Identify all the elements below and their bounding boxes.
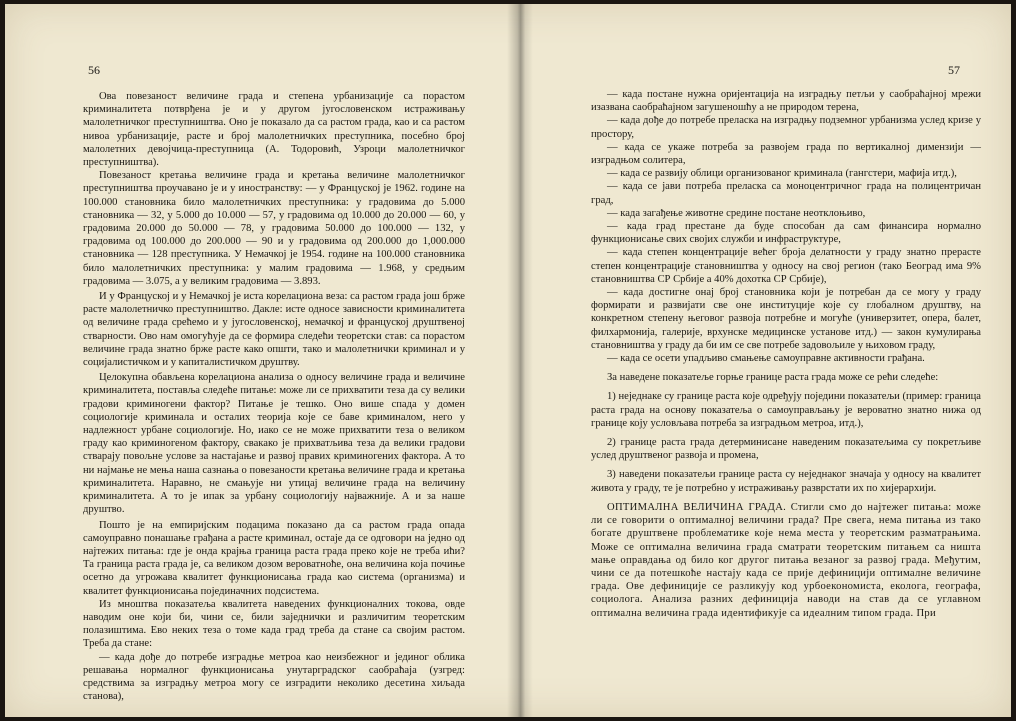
paragraph: — када дође до потребе преласка на изградњу подземног урбанизма услед кризе у простору, [591,115,981,140]
list-item: 2) границе раста града детерминисане наведеним показатељима су покретљиве услед друштвеног развоја и промена, [591,437,981,462]
paragraph: Пошто је на емпиријским подацима показано да са растом града опада самоуправно понашање грађана а расте криминал, остаје да се одговори на једно од најтежих питања: где је онда крајња граница раста града преко које не треба ићи? Та граница раста града је, са великом дозом вероватноће, она величина која почиње осетно да угрожава квалитет функционисања града као система (организма) и квалитет функционисања појединачних подсистема. [83,519,465,597]
paragraph: Из мноштва показатеља квалитета наведених функционалних токова, овде наводим оне који би, чини се, били заједнички и различитим теоретским полазиштима. Ево неких теза о томе када град треба да стане са својим растом. Треба да стане: [83,598,465,650]
paragraph: Ова повезаност величине града и степена урбанизације са порастом криминалитета потврђена је и у другом југословенском истраживању малолетничког преступништва. Оно је показало да са растом града, као и са растом нивоа урбанизације, расте и број малолетничких преступника, посебно број малолетних девојчица-преступница (А. Тодоровић, Узроци малолетничког преступништва). [83,91,465,169]
page-number: 56 [88,63,100,77]
paragraph: — када се укаже потреба за развојем града по вертикалној димензији — изградњом солитера, [591,141,981,167]
paragraph: — када се развију облици организованог криминала (гангстери, мафија итд.), [607,168,957,180]
paragraph: И у Француској и у Немачкој је иста корелациона веза: са растом града још брже расте малолетничко преступништво. Дакле: исте односе зависности криминалитета од величине града срећемо и у југословенској, немачкој и француској друштвеној стварности. Ово нам омогућује да се формира следећи теоретски став: са порастом величине града знатно брже расте како општи, тако и малолетнички криминал и у социјалистичком и у капиталистичком друштву. [83,291,465,369]
page-body [83,90,465,703]
left-page [5,4,513,717]
paragraph: — када се јави потреба преласка са моноцентричног града на полицентричан град, [591,181,981,206]
page-body [591,88,981,620]
paragraph: За наведене показатеље горње границе раста града може се рећи следеће: [607,372,939,384]
paragraph: — када постане нужна оријентација на изградњу петљи у саобраћајној мрежи изазвана саобраћајном загушеношћу а не природом терена, [591,89,981,114]
paragraph: Повезаност кретања величине града и кретања величине малолетничког преступништва проучавано је и у иностранству: — у Француској је 1962. године на 100.000 становника било малолетничких преступника: у градовима до 5.000 становника — 32, у 5.000 до 10.000 — 57, у градовима од 10.000 до 20.000 — 60, у градовима 20.000 до 50.000 — 78, у градовима 50.000 до 100.000 — 132, у градовима од 100.000 до 200.000 — 90 и у градовима од 200.000 до 1,000.000 становника — 128 преступника. У Немачкој је 1954. године на 100.000 становника било малолетничких преступника: у малим градовима — 1.968, у средњим градовима — 3.075, а у великим градовима — 3.893. [83,170,465,287]
paragraph: — када град престане да буде способан да сам финансира нормално функционисање свих својих служби и инфраструктуре, [591,221,981,246]
paragraph: — када се осети упадљиво смањење самоуправне активности грађана. [607,353,925,365]
list-item: 1) неједнаке су границе раста које одређују поједини показатељи (пример: граница раста града на основу показатеља о самоуправљању је вероватно знатно нижа од границе коју условљава потреба за изградњом метроа, итд.), [591,391,981,429]
paragraph: — када достигне онај број становника који је потребан да се могу у граду формирати и развијати све оне институције које су глобалном друштву, на конкретном степену његовог развоја потребне и могуће (универзитет, опера, балет, филхармонија, галерије, врхунске медицинске установе итд.) — закон кумулирања становништва у граду да би им се све потребе задовољиле у њиховом граду, [591,287,981,351]
page-number: 57 [948,63,960,77]
right-page [521,4,1011,717]
section-paragraph: ОПТИМАЛНА ВЕЛИЧИНА ГРАДА. Стигли смо до најтежег питања: може ли се говорити о оптималној величини града? Пре свега, нема питања из тако богате друштвене проблематике које нема места у теоретским разматрањима. Може се оптимална величина града сматрати теоретским питањем са ништа мање оправдања од било ког другог питања везаног за развој града. Међутим, чини се да потешкоће настају када се прије дефиницији оптималне величине града. Ове дефиниције се разликују код урбоекономиста, еколога, географа, социолога. Анализа разних дефиниција наводи на став да се углавном оптимална величина града идентификује са идеалним типом града. При [591,501,981,619]
paragraph: — када загађење животне средине постане неотклоњиво, [607,207,866,219]
paragraph: — када дође до потребе изградње метроа као неизбежног и јединог облика решавања нормалног функционисања унутаргрaдског саобраћаја (узгред: средствима за изградњу метроа могу се изградити неколико десетина хиљада станова), [83,651,465,703]
list-item: 3) наведени показатељи границе раста су неједнаког значаја у односу на квалитет живота у граду, те је потребно у истраживању разврстати их по хијерархији. [591,469,981,494]
book-spread [5,4,1011,717]
paragraph: Целокупна обављена корелациона анализа о односу величине града и величине криминалитета, поставља следеће питање: може ли се прихватити теза да су велики градови криминогени фактор? Питање је тешко. Оно више спада у домен социологије криминала и осталих теорија које се баве криминалом, него у надлежност урбане социологије. Но, иако се не може прихватити теза о великом граду као криминогеном фактору, свакако је прихватљива теза да велики градови стварају повољне услове за настајање и развој правих криминогених фактора. А то ни најмање не мења наша сазнања о повезаности кретања величине града и кретања криминалитета. Наравно, не смањује ни утицај величине града на величину криминалитета. А то је ипак за урбану социологију најважније. А и за наше друштво. [83,372,465,516]
paragraph: — када степен концентрације већег броја делатности у граду знатно прерасте степен концентрације становништва у односу на свој регион (тако Београд има 9% становништва СР Србије а 40% дохотка СР Србије), [591,247,981,285]
